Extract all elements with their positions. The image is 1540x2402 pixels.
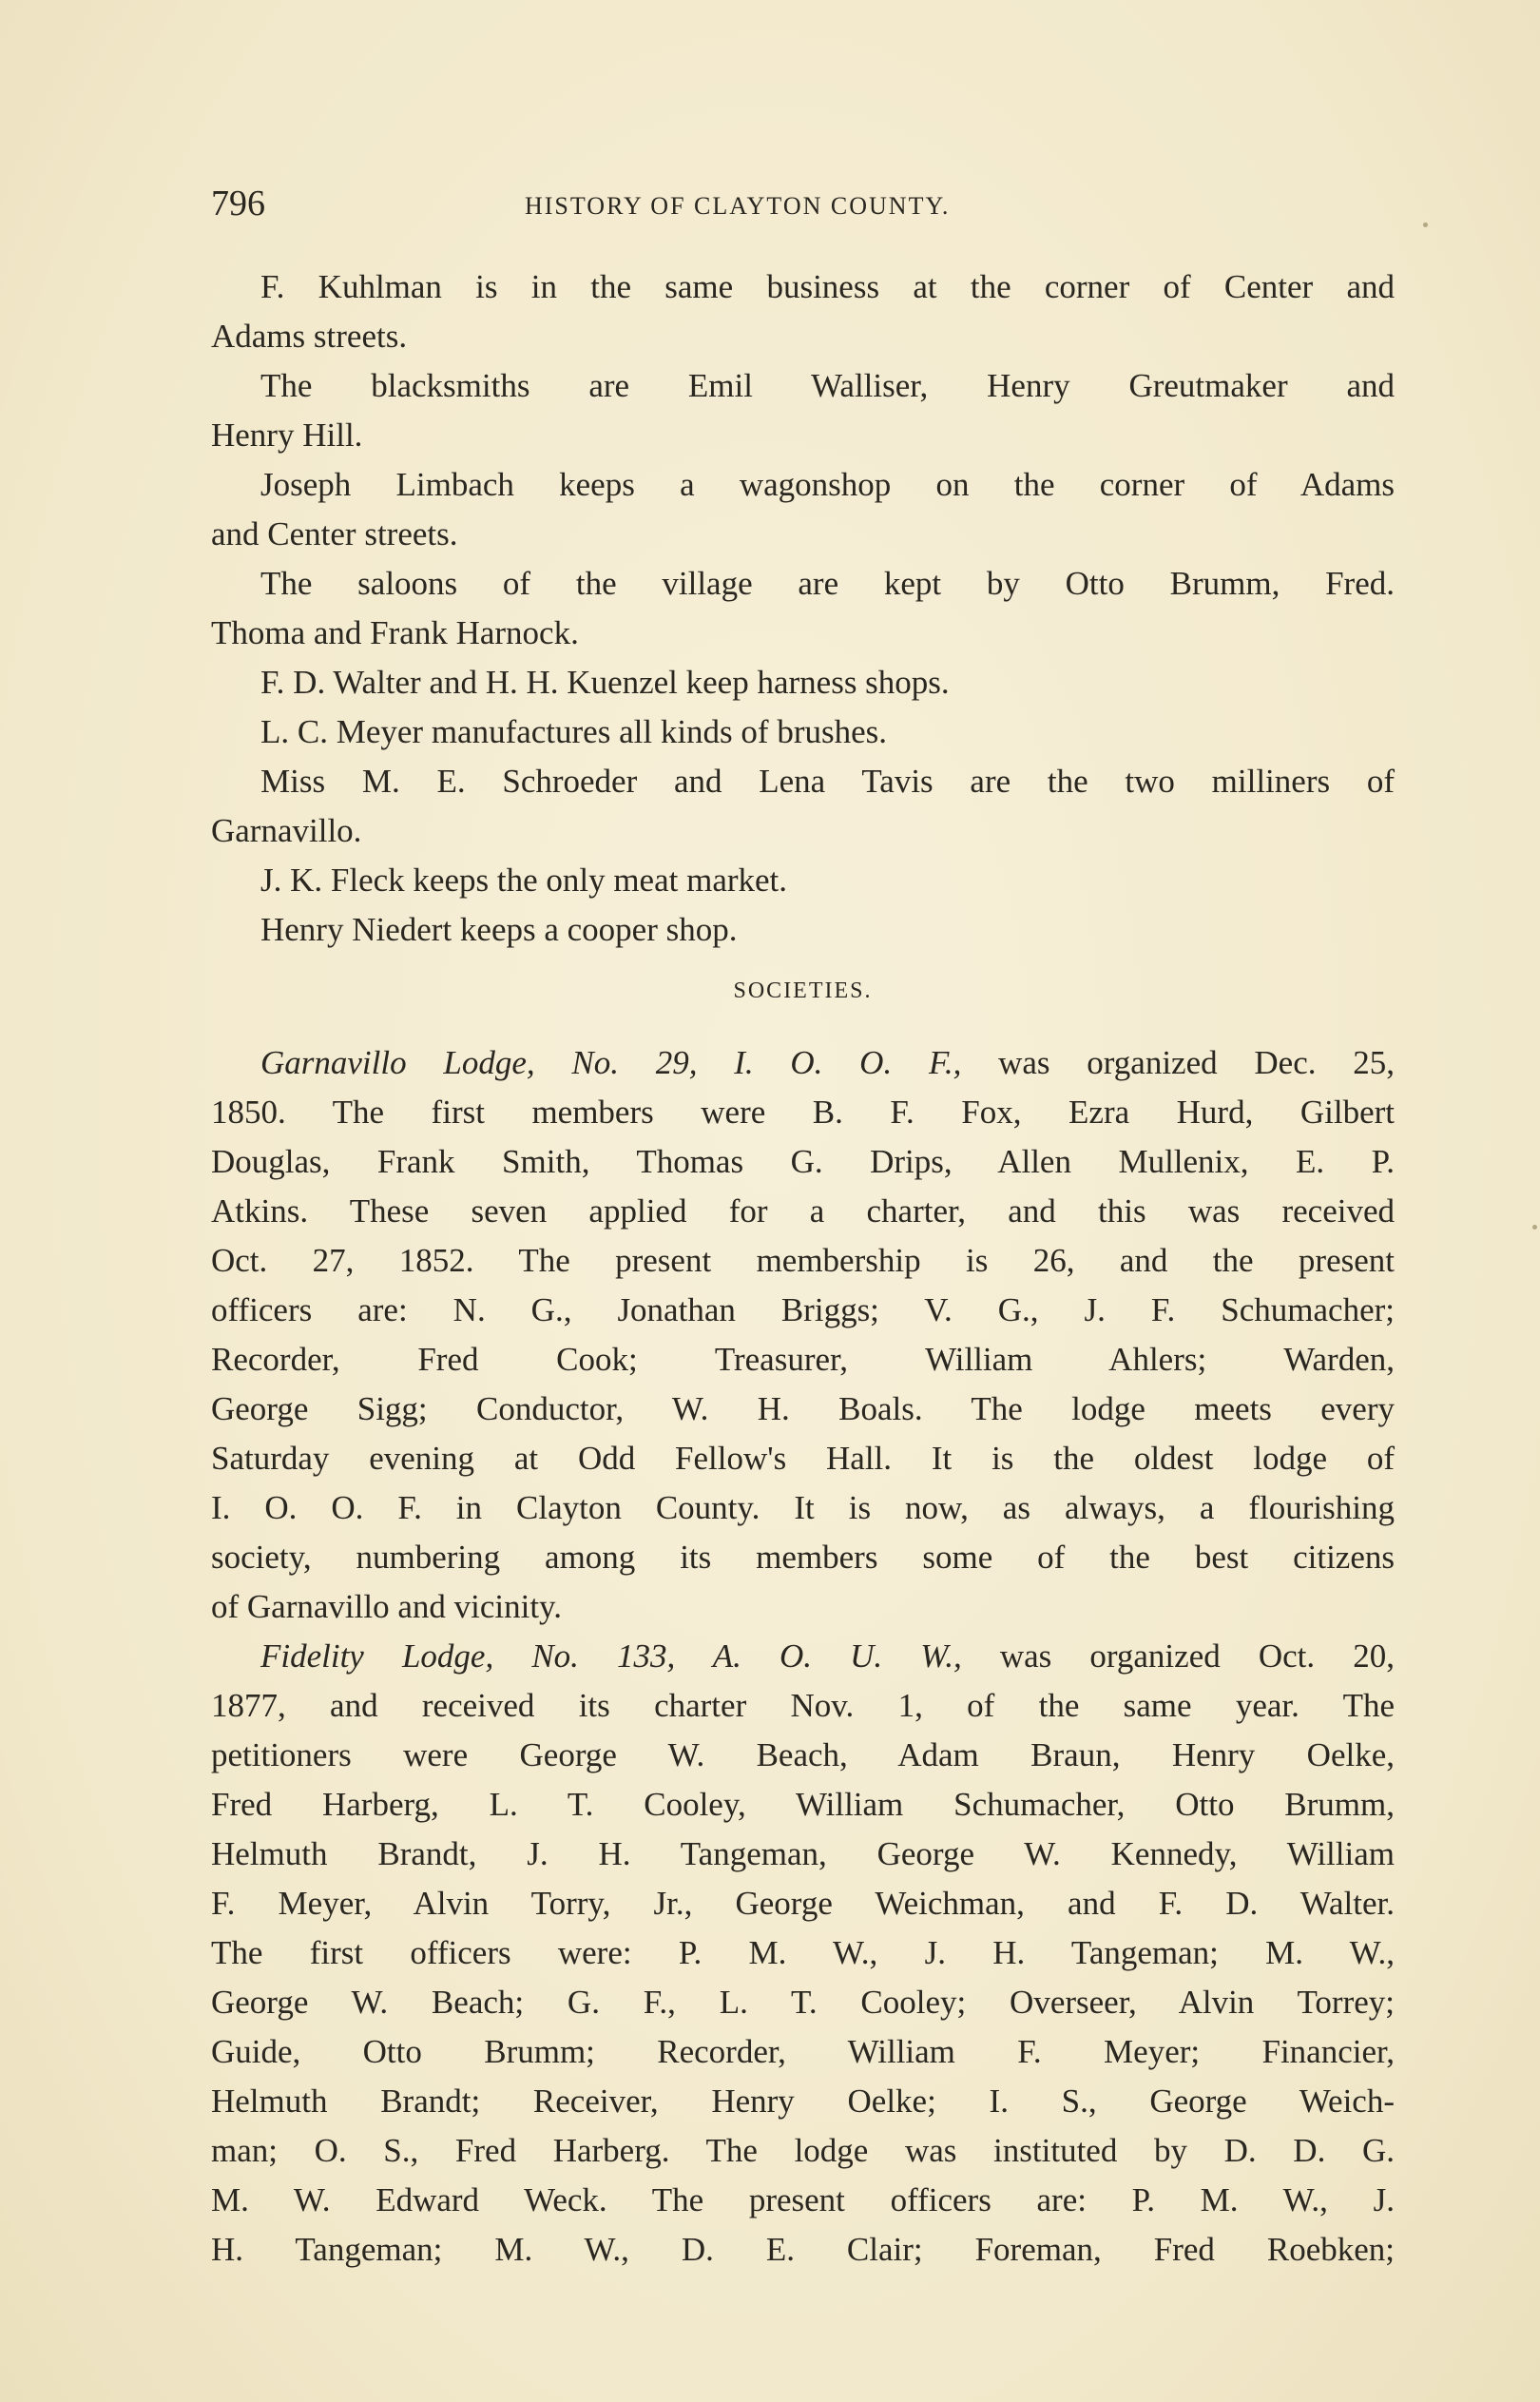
text-line: and Center streets. bbox=[211, 515, 458, 552]
text-line: Atkins. These seven applied for a charter, and this was received bbox=[211, 1192, 1395, 1230]
text-line: officers are: N. G., Jonathan Briggs; V. G., J. F. Schumacher; bbox=[211, 1291, 1395, 1328]
page-header bbox=[211, 183, 1395, 232]
text-line: of Garnavillo and vicinity. bbox=[211, 1588, 563, 1625]
text-line: Fred Harberg, L. T. Cooley, William Schumacher, Otto Brumm, bbox=[211, 1786, 1395, 1823]
text-line: M. W. Edward Weck. The present officers are: P. M. W., J. bbox=[211, 2181, 1395, 2218]
section-heading: SOCIETIES. bbox=[733, 978, 873, 1003]
text-line-content: was organized Oct. 20, bbox=[961, 1637, 1395, 1675]
text-line: 1877, and received its charter Nov. 1, of the same year. The bbox=[211, 1687, 1395, 1724]
text-line: The saloons of the village are kept by Otto Brumm, Fred. bbox=[260, 565, 1395, 602]
text-line: Saturday evening at Odd Fellow's Hall. It is the oldest lodge of bbox=[211, 1440, 1395, 1477]
lodge-name: Garnavillo Lodge, No. 29, I. O. O. F., bbox=[260, 1044, 962, 1081]
text-line: Henry Hill. bbox=[211, 416, 363, 454]
text-line-content: was organized Dec. 25, bbox=[961, 1044, 1395, 1081]
text-line: Recorder, Fred Cook; Treasurer, William Ahlers; Warden, bbox=[211, 1341, 1395, 1378]
text-line: The blacksmiths are Emil Walliser, Henry Greutmaker and bbox=[260, 367, 1395, 404]
text-line: The first officers were: P. M. W., J. H. Tangeman; M. W., bbox=[211, 1934, 1395, 1971]
running-head: HISTORY OF CLAYTON COUNTY. bbox=[525, 192, 951, 220]
text-line: Helmuth Brandt, J. H. Tangeman, George W. Kennedy, William bbox=[211, 1835, 1395, 1872]
text-line: I. O. O. F. in Clayton County. It is now, as always, a flourishing bbox=[211, 1489, 1395, 1526]
text-line bbox=[211, 1632, 1395, 1681]
text-line: Garnavillo. bbox=[211, 812, 362, 849]
text-line: George W. Beach; G. F., L. T. Cooley; Overseer, Alvin Torrey; bbox=[211, 1984, 1395, 2021]
text-line: Oct. 27, 1852. The present membership is 26, and the present bbox=[211, 1242, 1395, 1279]
text-line: George Sigg; Conductor, W. H. Boals. The lodge meets every bbox=[211, 1390, 1395, 1427]
text-line: Adams streets. bbox=[211, 318, 408, 355]
text-line: F. D. Walter and H. H. Kuenzel keep harness shops. bbox=[260, 664, 950, 701]
text-line: 1850. The first members were B. F. Fox, Ezra Hurd, Gilbert bbox=[211, 1094, 1395, 1131]
text-line: Thoma and Frank Harnock. bbox=[211, 614, 579, 651]
body-text bbox=[211, 262, 1395, 2275]
text-line: Douglas, Frank Smith, Thomas G. Drips, Allen Mullenix, E. P. bbox=[211, 1143, 1395, 1180]
lodge-name: Fidelity Lodge, No. 133, A. O. U. W., bbox=[260, 1637, 962, 1675]
text-line: Miss M. E. Schroeder and Lena Tavis are the two milliners of bbox=[260, 763, 1395, 800]
text-line: petitioners were George W. Beach, Adam Braun, Henry Oelke, bbox=[211, 1736, 1395, 1773]
text-line: Guide, Otto Brumm; Recorder, William F. Meyer; Financier, bbox=[211, 2033, 1395, 2070]
text-line bbox=[211, 1038, 1395, 1088]
text-line: J. K. Fleck keeps the only meat market. bbox=[260, 862, 788, 899]
text-line: man; O. S., Fred Harberg. The lodge was instituted by D. D. G. bbox=[211, 2132, 1395, 2169]
text-line: Henry Niedert keeps a cooper shop. bbox=[260, 911, 738, 948]
paper-speck bbox=[1423, 223, 1428, 227]
paper-speck bbox=[1532, 1225, 1537, 1230]
text-line: Joseph Limbach keeps a wagonshop on the corner of Adams bbox=[260, 466, 1395, 503]
text-line: L. C. Meyer manufactures all kinds of brushes. bbox=[260, 713, 888, 750]
text-line: Helmuth Brandt; Receiver, Henry Oelke; I. S., George Weich- bbox=[211, 2082, 1395, 2120]
text-line: society, numbering among its members some of the best citizens bbox=[211, 1539, 1395, 1576]
text-line: F. Kuhlman is in the same business at the corner of Center and bbox=[260, 268, 1395, 305]
page-number: 796 bbox=[211, 184, 265, 223]
text-line: H. Tangeman; M. W., D. E. Clair; Foreman, Fred Roebken; bbox=[211, 2231, 1395, 2268]
text-line: F. Meyer, Alvin Torry, Jr., George Weichman, and F. D. Walter. bbox=[211, 1885, 1395, 1922]
